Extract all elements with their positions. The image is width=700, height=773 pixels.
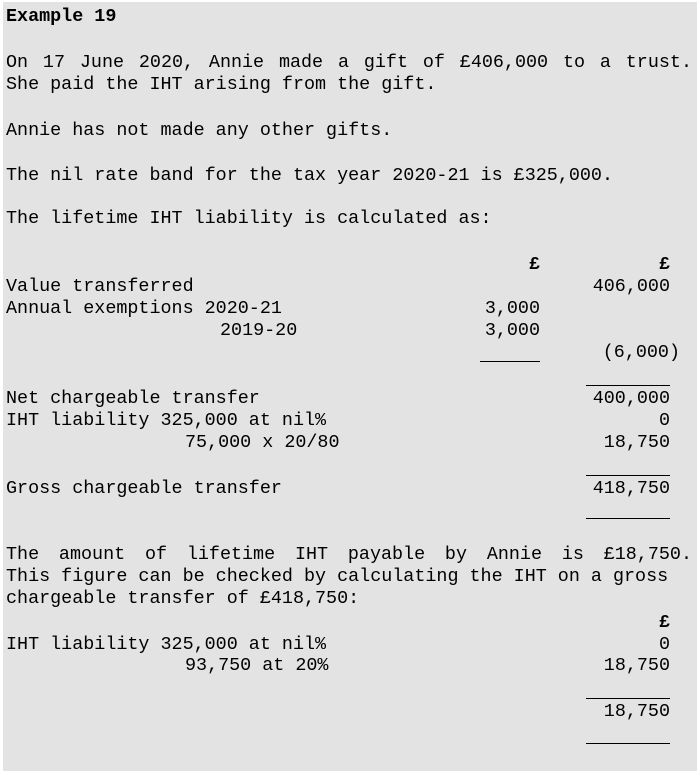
iht-20-label: 75,000 x 20/80 bbox=[185, 432, 340, 453]
gross-chargeable-label: Gross chargeable transfer bbox=[6, 478, 282, 499]
conclusion-line-1: The amount of lifetime IHT payable by Annie is £18,750. bbox=[6, 544, 692, 565]
check-total-amount: 18,750 bbox=[603, 701, 670, 722]
intro-line-2: She paid the IHT arising from the gift. bbox=[6, 74, 437, 95]
check-iht-20-amount: 18,750 bbox=[603, 655, 670, 676]
conclusion-line-2: This figure can be checked by calculating the IHT on a gross bbox=[6, 566, 669, 587]
iht-nil-label: IHT liability 325,000 at nil% bbox=[6, 410, 327, 431]
conclusion-line-3: chargeable transfer of £418,750: bbox=[6, 588, 360, 609]
column-header-pounds-2: £ bbox=[658, 254, 670, 275]
nil-rate-band-text: The nil rate band for the tax year 2020-21 is £325,000. bbox=[6, 165, 613, 186]
check-iht-nil-label: IHT liability 325,000 at nil% bbox=[6, 634, 327, 655]
total-rule bbox=[586, 475, 670, 476]
subtotal-rule bbox=[480, 361, 540, 362]
year-2019-label: 2019-20 bbox=[220, 320, 298, 341]
gross-chargeable-amount: 418,750 bbox=[592, 478, 670, 499]
column-header-pounds-3: £ bbox=[658, 612, 670, 633]
annual-exemption-2020-amount: 3,000 bbox=[484, 298, 540, 319]
total-rule bbox=[586, 385, 670, 386]
iht-20-amount: 18,750 bbox=[603, 432, 670, 453]
check-iht-nil-amount: 0 bbox=[658, 634, 670, 655]
intro-line-1: On 17 June 2020, Annie made a gift of £406,000 to a trust. bbox=[6, 52, 692, 73]
annual-exemption-2019-amount: 3,000 bbox=[484, 320, 540, 341]
other-gifts-text: Annie has not made any other gifts. bbox=[6, 120, 393, 141]
value-transferred-amount: 406,000 bbox=[592, 276, 670, 297]
total-rule bbox=[586, 518, 670, 519]
column-header-pounds-1: £ bbox=[528, 254, 540, 275]
value-transferred-label: Value transferred bbox=[6, 276, 194, 297]
check-iht-20-label: 93,750 at 20% bbox=[185, 655, 329, 676]
annual-exemptions-label: Annual exemptions 2020-21 bbox=[6, 298, 282, 319]
calc-intro-text: The lifetime IHT liability is calculated as: bbox=[6, 208, 492, 229]
iht-nil-amount: 0 bbox=[658, 410, 670, 431]
net-chargeable-amount: 400,000 bbox=[592, 388, 670, 409]
total-rule bbox=[586, 743, 670, 744]
exemptions-total-amount: (6,000) bbox=[602, 342, 680, 363]
net-chargeable-label: Net chargeable transfer bbox=[6, 388, 260, 409]
total-rule bbox=[586, 698, 670, 699]
example-title: Example 19 bbox=[6, 6, 117, 27]
